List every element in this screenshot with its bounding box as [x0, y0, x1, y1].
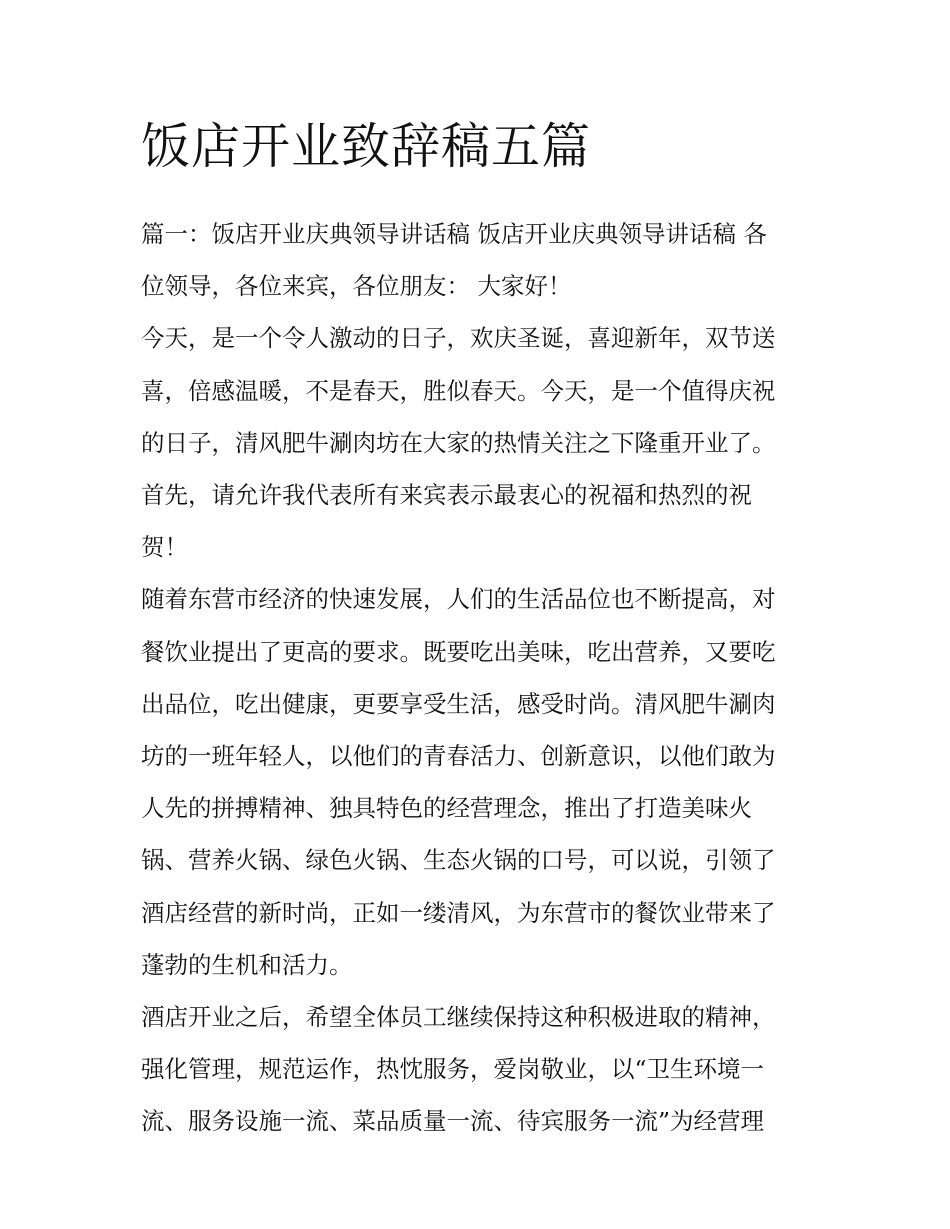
document-body	[141, 208, 813, 1148]
document-title: 饭店开业致辞稿五篇	[141, 118, 592, 175]
paragraph-2: 今天，是一个令人激动的日子，欢庆圣诞，喜迎新年，双节送 喜，倍感温暖，不是春天，胜似春天。今天，是一个值得庆祝 的日子，清风肥牛涮肉坊在大家的热情关注之下隆重开业了。 首先，请允许我代表所有来宾表示最衷心的祝福和热烈的祝 贺！	[141, 324, 776, 562]
document-page	[141, 112, 813, 1148]
paragraph-1: 篇一：饭店开业庆典领导讲话稿 饭店开业庆典领导讲话稿 各 位领导，各位来宾，各位朋友： 大家好！	[141, 220, 767, 301]
paragraph-4: 酒店开业之后，希望全体员工继续保持这种积极进取的精神， 强化管理，规范运作，热忱服务，爱岗敬业，以“卫生环境一 流、服务设施一流、菜品质量一流、待宾服务一流”为经营理	[141, 1003, 776, 1136]
paragraph-3: 随着东营市经济的快速发展，人们的生活品位也不断提高，对 餐饮业提出了更高的要求。既要吃出美味，吃出营养，又要吃 出品位，吃出健康，更要享受生活，感受时尚。清风肥牛涮肉 坊的一班年轻人，以他们的青春活力、创新意识，以他们敢为 人先的拼搏精神、独具特色的经营理念，推出了打造美味火 锅、营养火锅、绿色火锅、生态火锅的口号，可以说，引领了 酒店经营的新时尚，正如一缕清风，为东营市的餐饮业带来了 蓬勃的生机和活力。	[141, 585, 776, 979]
